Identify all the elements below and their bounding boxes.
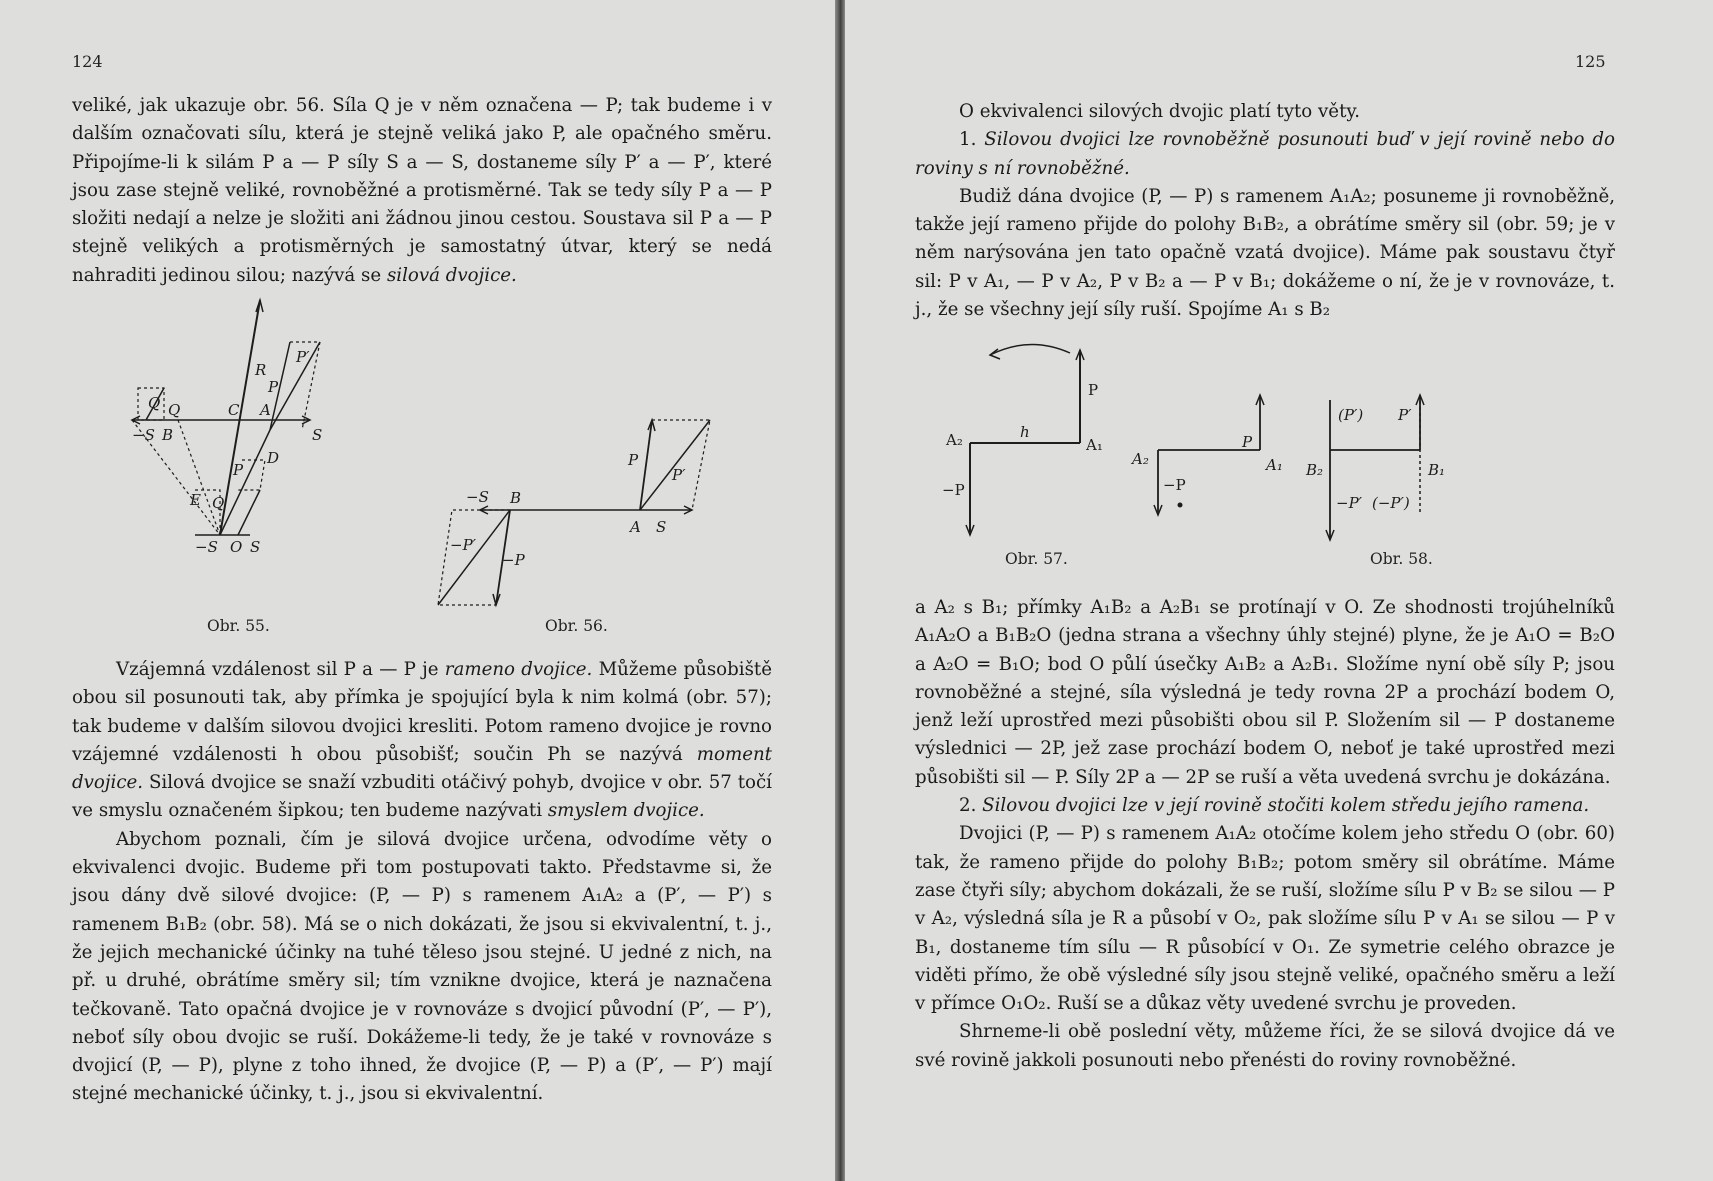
figure-label: (P′) [1338,406,1364,424]
term: silová dvojice. [386,264,517,286]
figure-caption: Obr. 57. [1005,550,1068,568]
paragraph-text: a A₂ s B₁; přímky A₁B₂ a A₂B₁ se protínají v O. Ze shodnosti trojúhelníků A₁A₂O a B₁B₂O (jedna strana a všechny úhly stejné) plyne, že je A₁O = B₂O a A₂O = B₁O; bod O půlí úsečky A₁B₂ a A₂B₁. Složíme nyní obě síly P; jsou rovnoběžné a stejné, síla výsledná je tedy rovna 2P a prochází bodem O, jenž leží uprostřed mezi působišti obou sil P. Složením sil — P dostaneme výslednici — 2P, jež zase prochází bodem O, neboť je také uprostřed mezi působišti sil — P. Síly 2P a — 2P se ruší a věta uvedená svrchu je dokázána. [915,597,1615,788]
figure-label: Q [212,494,225,512]
figure-label: −P′ [450,536,477,554]
left-page [0,0,835,1181]
paragraph-text: veliké, jak ukazuje obr. 56. Síla Q je v něm označena — P; tak budeme i v dalším označovati sílu, která je stejně veliká jako P, ale opačného směru. Připojíme-li k silám P a — P síly S a — S, dostaneme síly P′ a — P′, které jsou zase stejně veliké, rovnoběžné a protisměrné. Tak se tedy síly P a — P složiti nedají a nelze je složiti ani žádnou jinou cestou. Soustava sil P a — P stejně velikých a protisměrných je samostatný útvar, který se nedá nahraditi jedinou silou; nazývá se [72,95,772,286]
figure-label: B₂ [1306,461,1324,479]
paragraph-text: Dvojici (P, — P) s ramenem A₁A₂ otočíme kolem jeho středu O (obr. 60) tak, že rameno přijde do polohy B₁B₂; potom směry sil obrátíme. Máme zase čtyři síly; abychom dokázali, že se ruší, složíme sílu P v B₂ se silou — P v A₂, výsledná síla je R a působí v O₂, pak složíme sílu P v A₁ se silou — P v B₁, dostaneme tím sílu — R působící v O₁. Ze symetrie celého obrazce je viděti přímo, že obě výsledné síly jsou stejně veliké, opačného směru a leží v přímce O₁O₂. Ruší se a důkaz věty uvedené svrchu je proveden. [915,823,1615,1015]
figure-label: −S [132,426,155,444]
figure-label: A₂ [1132,450,1149,468]
figure-label: P [268,378,279,396]
figure-label: −S [466,488,489,506]
theorem-text: Silovou dvojici lze rovnoběžně posunouti buď v její rovině nebo do roviny s ní rovnoběžné. [915,129,1615,179]
term: moment dvojice. [72,743,772,794]
figure-56 [430,410,700,630]
figure-label: B₁ [1428,461,1446,479]
figure-label: (−P′) [1372,494,1410,512]
figure-label: Q [168,401,181,419]
figure-label: P′ [296,348,310,366]
figure-label: R [255,361,267,379]
figure-label: P′ [1398,406,1412,424]
page-number: 125 [1575,52,1606,71]
figure-label: E [190,491,201,509]
paragraph [72,656,772,1109]
paragraph-text: Abychom poznali, čím je silová dvojice určena, odvodíme věty o ekvivalenci dvojic. Budeme při tom postupovati takto. Představme si, že jsou dány dvě silové dvojice: (P, — P) s ramenem A₁A₂ a (P′, — P′) s ramenem B₁B₂ (obr. 58). Má se o nich dokázati, že jsou si ekvivalentní, t. j., že jejich mechanické účinky na tuhé těleso jsou stejné. U jedné z nich, na př. u druhé, obrátíme směry sil; tím vznikne dvojice, která je naznačena tečkovaně. Tato opačná dvojice je v rovnováze s dvojicí původní (P′, — P′), neboť síly obou dvojic se ruší. Dokážeme-li tedy, že je také v rovnováze s dvojicí (P, — P), plyne z toho ihned, že dvojice (P, — P) a (P′, — P′) mají stejné mechanické účinky, t. j., jsou si ekvivalentní. [72,828,772,1105]
paragraph-text: Shrneme-li obě poslední věty, můžeme říci, že se silová dvojice dá ve své rovině jakkoli posunouti nebo přenésti do roviny rovnoběžné. [915,1021,1615,1071]
figure-label: A₁ [1266,456,1283,474]
figure-caption: Obr. 55. [207,617,270,635]
figure-label: −P [502,551,525,569]
figure-label: P′ [672,466,686,484]
paragraph [72,92,772,290]
figure-label: P [628,451,639,469]
paragraph-text: Silová dvojice se snaží vzbuditi otáčivý pohyb, dvojice v obr. 57 točí ve smyslu označeném šipkou; ten budeme nazývati [72,772,772,822]
paragraph-text: Vzájemná vzdálenost sil P a — P je [116,659,439,680]
point-marker [1178,503,1183,508]
figure-label: B [510,489,522,507]
figure-label: S [312,426,323,444]
paragraph-text: Můžeme působiště obou sil posunouti tak, aby přímka je spojující byla k nim kolmá (obr. 57); tak budeme v dalším silovou dvojici kresliti. Potom rameno dvojice je rovno vzájemné vzdálenosti h obou působišť; součin Ph se nazývá [72,659,772,765]
figure-label: S [656,518,667,536]
figure-label: P [233,461,244,479]
figure-label: B [162,426,174,444]
paragraph [915,594,1615,1075]
figure-label: O [230,538,243,556]
figure-57 [940,335,1160,545]
figure-label: −P [1163,476,1186,494]
page-number: 124 [72,52,103,71]
figure-label: A₂ [946,431,963,449]
figure-label: A [630,518,641,536]
paragraph-text: Budiž dána dvojice (P, — P) s ramenem A₁A₂; posuneme ji rovnoběžně, takže její rameno přijde do polohy B₁B₂, a obrátíme směry sil (obr. 59; je v něm narýsována jen tato opačně vzatá dvojice). Máme pak soustavu čtyř sil: P v A₁, — P v A₂, P v B₂ a — P v B₁; dokážeme o ní, že je v rovnováze, t. j., že se všechny její síly ruší. Spojíme A₁ s B₂ [915,185,1615,321]
theorem-number: 2. [959,795,977,817]
figure-label: A₁ [1086,436,1103,454]
figure-label: A [260,401,271,419]
book-gutter [835,0,845,1181]
figure-caption: Obr. 56. [545,617,608,635]
term: smyslem dvojice. [547,800,705,822]
theorem-text: Silovou dvojici lze v její rovině stočiti kolem středu jejího ramena. [982,795,1590,817]
figure-label: D [267,449,280,467]
figure-label: h [1020,423,1030,441]
right-page [845,0,1713,1181]
figure-label: −P′ [1336,494,1363,512]
term: rameno dvojice. [444,659,593,680]
paragraph [915,98,1615,324]
figure-caption: Obr. 58. [1370,550,1433,568]
figure-label: S [250,538,261,556]
figure-label: −S [195,538,218,556]
figure-55 [120,290,380,590]
figure-58 [1130,390,1510,550]
paragraph-text: O ekvivalenci silových dvojic platí tyto věty. [959,101,1361,122]
figure-label: Q [148,394,161,412]
figure-label: −P [942,481,965,499]
figure-label: P [1242,433,1253,451]
figure-label: C [228,401,240,419]
theorem-number: 1. [959,129,977,151]
figure-label: P [1088,381,1099,399]
